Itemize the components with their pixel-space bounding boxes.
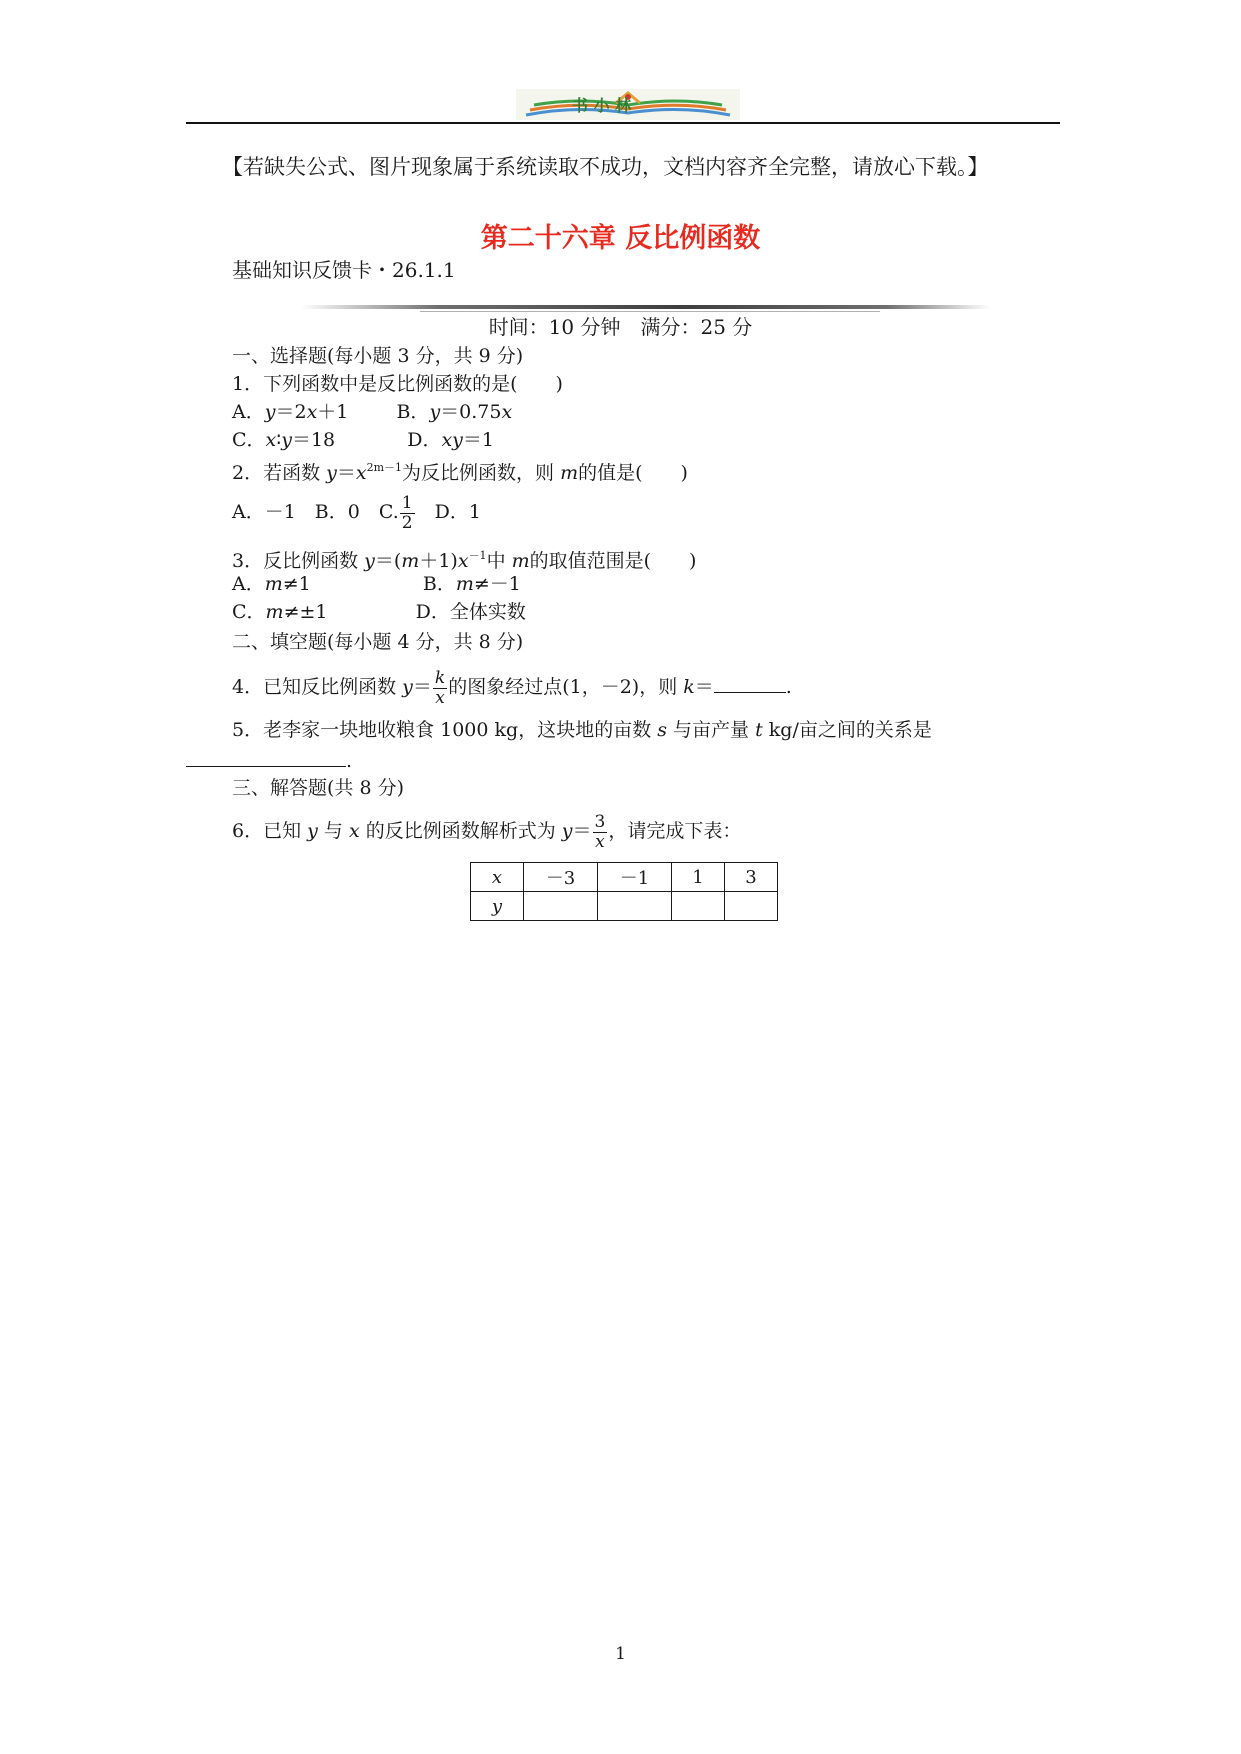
header-divider [186,122,1060,124]
fraction-one-half: $\frac{1}{2}$ [401,492,413,533]
option-a: A．m≠1 [232,573,311,595]
question-5: 5．老李家一块地收粮食 1000 kg，这块地的亩数 s 与亩产量 t kg/亩之间的关系是 [232,719,932,741]
question-1-options-cd [232,428,494,452]
table-row [471,892,778,921]
option-a: A．y＝2x＋1 [232,401,349,423]
question-2-stem: 2．若函数 $y=x^{2m-1}$为反比例函数，则 m的值是( ) [232,461,688,484]
decorative-divider [300,305,990,309]
chapter-title: 第二十六章 反比例函数 [480,223,761,254]
time-score-line: 时间：10 分钟 满分：25 分 [488,315,753,339]
table-cell: 1 [672,863,725,892]
section-2-heading: 二、填空题(每小题 4 分，共 8 分) [232,631,524,653]
table-header-cell: x [471,863,524,892]
option-b: B．y＝0.75x [396,401,513,423]
table-answer-cell[interactable] [524,892,598,921]
section-3-heading: 三、解答题(共 8 分) [232,777,404,799]
header-logo [516,89,740,120]
question-5-answer-line: . [186,748,352,773]
svg-text:书 小 林: 书 小 林 [572,96,632,115]
section-1-heading: 一、选择题(每小题 3 分，共 9 分) [232,345,524,367]
question-3-options-ab [232,572,521,596]
question-1-options-ab [232,400,512,424]
question-6: 6．已知 y 与 x 的反比例函数解析式为 y＝ $\frac{3}{x}$ ，请完成下表： [232,811,742,852]
value-table [470,862,778,921]
option-c: C．m≠±1 [232,601,328,623]
page-number: 1 [615,1644,626,1664]
table-answer-cell[interactable] [725,892,778,921]
question-4: 4．已知反比例函数 y＝ $\frac{k}{x}$ 的图象经过点(1，－2)，则 k＝ . [232,667,792,708]
question-1-stem: 1．下列函数中是反比例函数的是( ) [232,373,563,395]
book-logo-icon [516,89,740,120]
question-3-options-cd [232,600,526,624]
fraction-3-over-x: $\frac{3}{x}$ [594,811,606,852]
table-answer-cell[interactable] [672,892,725,921]
fraction-k-over-x: $\frac{k}{x}$ [434,667,446,708]
answer-blank-q4[interactable] [714,674,786,693]
option-c: C．x∶y＝18 [232,429,336,451]
option-d: D．xy＝1 [407,429,495,451]
card-subtitle: 基础知识反馈卡・26.1.1 [232,258,456,282]
table-answer-cell[interactable] [598,892,672,921]
table-row [471,863,778,892]
option-b: B．m≠－1 [422,573,521,595]
table-cell: －1 [598,863,672,892]
download-notice: 【若缺失公式、图片现象属于系统读取不成功，文档内容齐全完整，请放心下载。】 [222,155,989,179]
decorative-divider-thin [420,311,880,312]
answer-blank-q5[interactable] [186,748,346,767]
question-3-stem: 3．反比例函数 $y=(m+1)x^{-1}$中 m的取值范围是( ) [232,549,697,572]
table-cell: 3 [725,863,778,892]
question-2-options: A．－1 B．0 C. $\frac{1}{2}$ D．1 [232,492,481,533]
table-header-cell: y [471,892,524,921]
option-d: D．全体实数 [415,601,526,623]
table-cell: －3 [524,863,598,892]
